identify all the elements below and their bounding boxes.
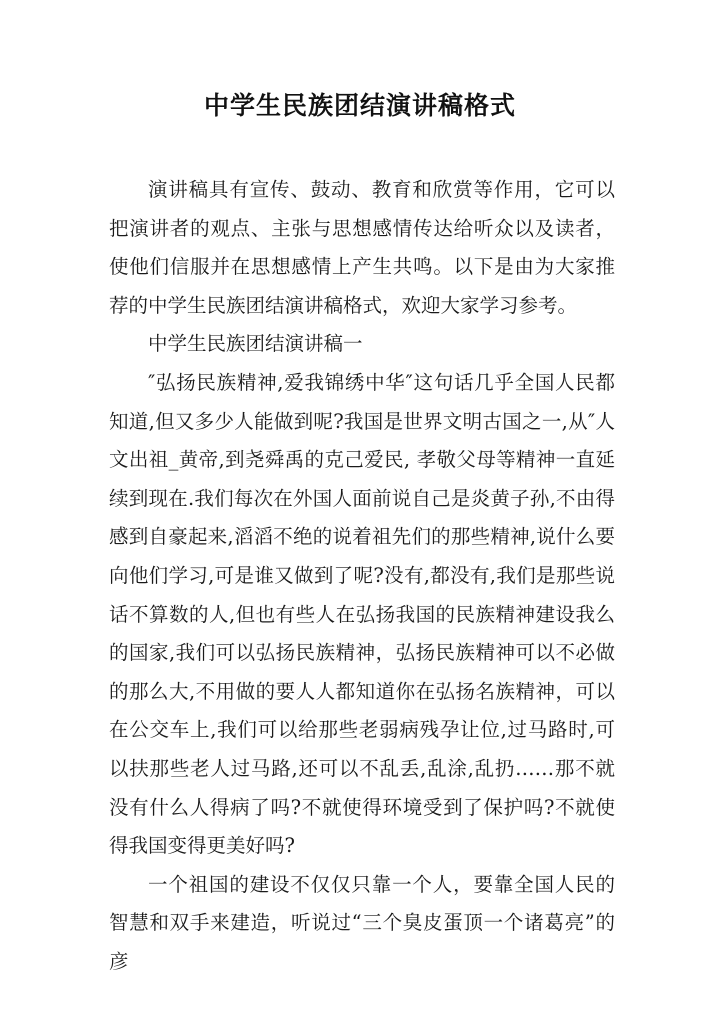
body-paragraph: 一个祖国的建设不仅仅只靠一个人，要靠全国人民的智慧和双手来建造，听说过“三个臭皮蛋顶一个诸葛亮”的彦 [109, 872, 615, 973]
document-body [109, 171, 615, 981]
section-heading: 中学生民族团结演讲稿一 [148, 332, 363, 356]
intro-paragraph: 演讲稿具有宣传、鼓动、教育和欣赏等作用，它可以把演讲者的观点、主张与思想感情传达给听众以及读者，使他们信服并在思想感情上产生共鸣。以下是由为大家推荐的中学生民族团结演讲稿格式，欢迎大家学习参考。 [109, 178, 615, 317]
document-title: 中学生民族团结演讲稿格式 [203, 91, 516, 120]
body-paragraph: ″弘扬民族精神,爱我锦绣中华″这句话几乎全国人民都知道,但又多少人能做到呢?我国是世界文明古国之一,从″人文出祖_黄帝,到尧舜禹的克己爱民, 孝敬父母等精神一直延续到现在.我们每次在外国人面前说自己是炎黄子孙,不由得感到自豪起来,滔滔不绝的说着祖先们的那些精神,说什么要向他们学习,可是谁又做到了呢?没有,都没有,我们是那些说话不算数的人,但也有些人在弘扬我国的民族精神建设我么的国家,我们可以弘扬民族精神，弘扬民族精神可以不必做的那么大,不用做的要人人都知道你在弘扬名族精神，可以在公交车上,我们可以给那些老弱病残孕让位,过马路时,可以扶那些老人过马路,还可以不乱丢,乱涂,乱扔……那不就没有什么人得病了吗?不就使得环境受到了保护吗?不就使得我国变得更美好吗? [109, 370, 615, 858]
